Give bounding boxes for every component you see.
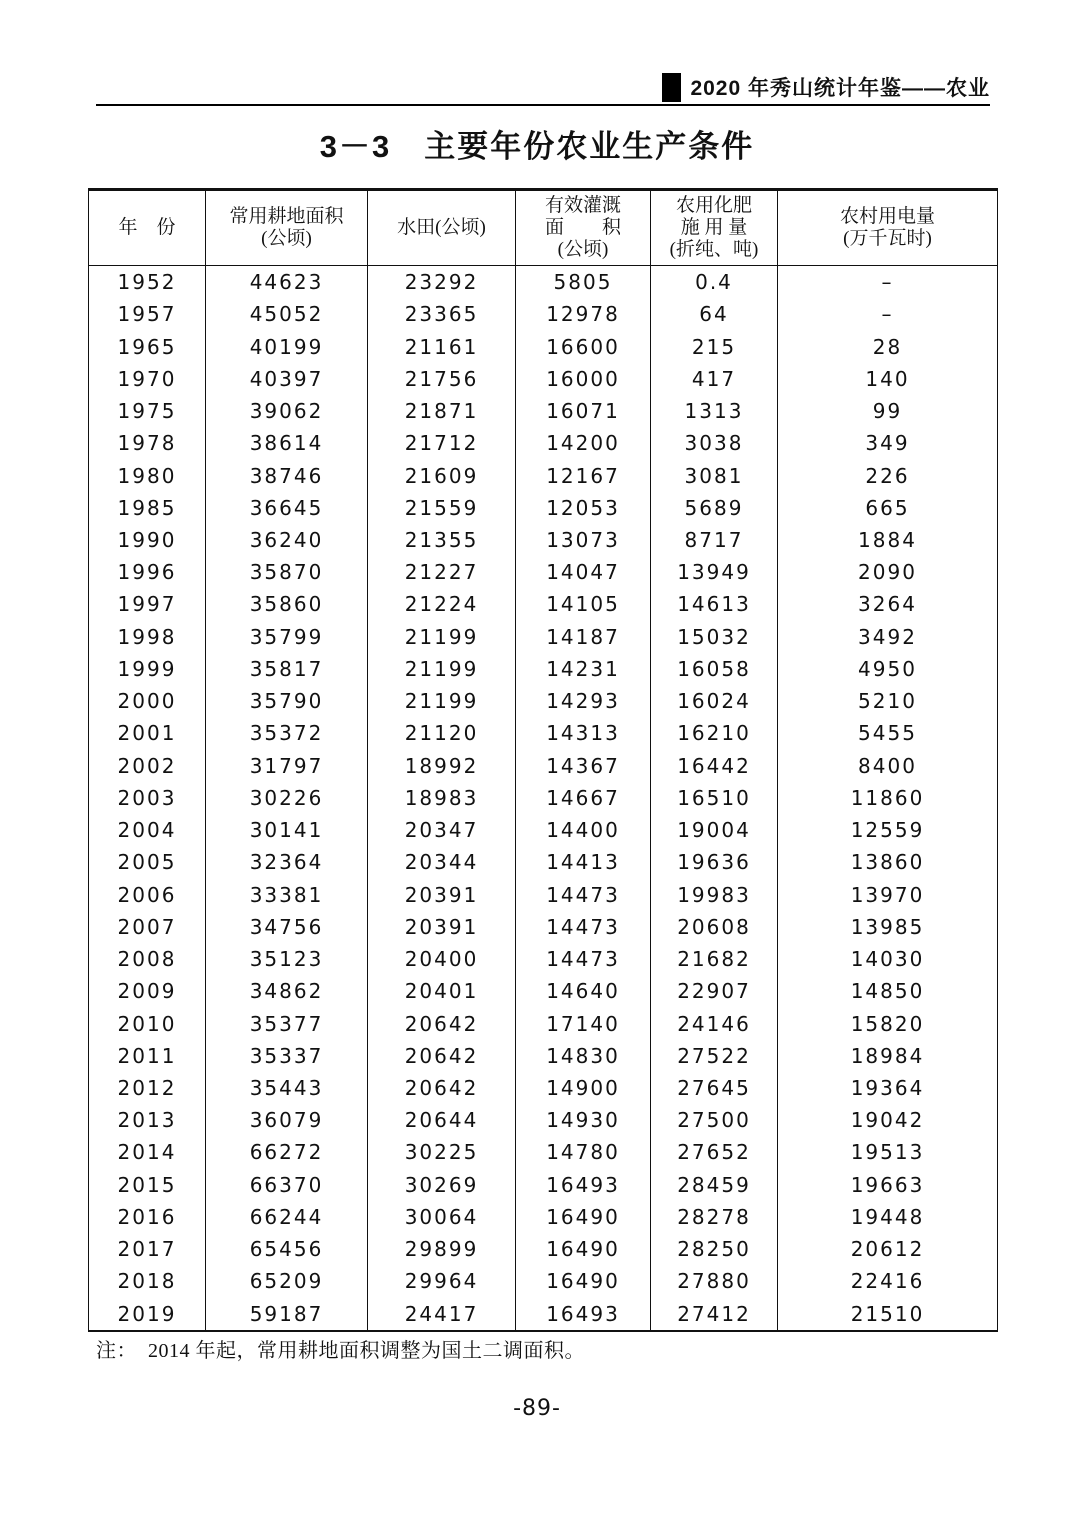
table-cell: – bbox=[778, 298, 998, 330]
table-cell: 21227 bbox=[368, 556, 516, 588]
table-cell: 29899 bbox=[368, 1233, 516, 1265]
table-cell: 2090 bbox=[778, 556, 998, 588]
table-cell: 21756 bbox=[368, 363, 516, 395]
table-row bbox=[89, 1072, 998, 1104]
table-cell: 16490 bbox=[516, 1233, 651, 1265]
table-row bbox=[89, 653, 998, 685]
table-row bbox=[89, 1136, 998, 1168]
table-note: 注： 2014 年起，常用耕地面积调整为国土二调面积。 bbox=[96, 1340, 585, 1362]
table-cell: 12559 bbox=[778, 814, 998, 846]
table-cell: 32364 bbox=[206, 846, 368, 878]
table-cell: 18984 bbox=[778, 1040, 998, 1072]
table-cell: 30226 bbox=[206, 782, 368, 814]
table-cell: 12053 bbox=[516, 492, 651, 524]
table-cell: 16210 bbox=[651, 717, 778, 749]
table-cell: 14047 bbox=[516, 556, 651, 588]
table-cell: 27652 bbox=[651, 1136, 778, 1168]
table-cell: 1997 bbox=[89, 588, 206, 620]
table-cell: 22907 bbox=[651, 975, 778, 1007]
table-row bbox=[89, 750, 998, 782]
table-cell: 5689 bbox=[651, 492, 778, 524]
table-cell: 27880 bbox=[651, 1265, 778, 1297]
table-cell: 13985 bbox=[778, 911, 998, 943]
column-header: 年 份 bbox=[89, 190, 206, 266]
column-header: 有效灌溉 面 积 (公顷) bbox=[516, 190, 651, 266]
table-cell: 14473 bbox=[516, 878, 651, 910]
table-cell: 21161 bbox=[368, 330, 516, 362]
table-cell: 12978 bbox=[516, 298, 651, 330]
table-cell: 2019 bbox=[89, 1298, 206, 1331]
table-row bbox=[89, 878, 998, 910]
table-cell: 21682 bbox=[651, 943, 778, 975]
table-cell: 20642 bbox=[368, 1007, 516, 1039]
table-cell: 1996 bbox=[89, 556, 206, 588]
table-cell: 2008 bbox=[89, 943, 206, 975]
table-row bbox=[89, 782, 998, 814]
table-cell: 21120 bbox=[368, 717, 516, 749]
table-cell: 14850 bbox=[778, 975, 998, 1007]
table-cell: 19636 bbox=[651, 846, 778, 878]
table-cell: 14293 bbox=[516, 685, 651, 717]
table-cell: 3081 bbox=[651, 459, 778, 491]
table-cell: 2011 bbox=[89, 1040, 206, 1072]
table-row bbox=[89, 814, 998, 846]
table-row bbox=[89, 266, 998, 299]
table-cell: 36079 bbox=[206, 1104, 368, 1136]
table-cell: 20644 bbox=[368, 1104, 516, 1136]
table-cell: 14780 bbox=[516, 1136, 651, 1168]
table-cell: 14473 bbox=[516, 911, 651, 943]
table-cell: 15820 bbox=[778, 1007, 998, 1039]
table-cell: 14200 bbox=[516, 427, 651, 459]
table-cell: 0.4 bbox=[651, 266, 778, 299]
table-cell: 23365 bbox=[368, 298, 516, 330]
table-cell: 20391 bbox=[368, 911, 516, 943]
table-cell: 17140 bbox=[516, 1007, 651, 1039]
table-cell: 15032 bbox=[651, 621, 778, 653]
table-cell: 5805 bbox=[516, 266, 651, 299]
table-cell: 65209 bbox=[206, 1265, 368, 1297]
table-row bbox=[89, 1007, 998, 1039]
table-row bbox=[89, 975, 998, 1007]
table-cell: 27645 bbox=[651, 1072, 778, 1104]
table-cell: 1999 bbox=[89, 653, 206, 685]
table-cell: 19364 bbox=[778, 1072, 998, 1104]
table-cell: 2009 bbox=[89, 975, 206, 1007]
table-cell: 64 bbox=[651, 298, 778, 330]
table-cell: 20612 bbox=[778, 1233, 998, 1265]
table-cell: 14231 bbox=[516, 653, 651, 685]
table-cell: 34862 bbox=[206, 975, 368, 1007]
table-cell: 1970 bbox=[89, 363, 206, 395]
table-cell: 35860 bbox=[206, 588, 368, 620]
table-cell: 14900 bbox=[516, 1072, 651, 1104]
table-cell: 349 bbox=[778, 427, 998, 459]
table-row bbox=[89, 943, 998, 975]
table-cell: 20347 bbox=[368, 814, 516, 846]
table-cell: 38746 bbox=[206, 459, 368, 491]
table-cell: 35799 bbox=[206, 621, 368, 653]
table-cell: 28278 bbox=[651, 1201, 778, 1233]
table-cell: 1957 bbox=[89, 298, 206, 330]
table-cell: 21712 bbox=[368, 427, 516, 459]
table-cell: 14640 bbox=[516, 975, 651, 1007]
table-cell: 2017 bbox=[89, 1233, 206, 1265]
table-cell: 21559 bbox=[368, 492, 516, 524]
table-row bbox=[89, 330, 998, 362]
table-cell: 35443 bbox=[206, 1072, 368, 1104]
table-cell: 21510 bbox=[778, 1298, 998, 1331]
table-cell: 1998 bbox=[89, 621, 206, 653]
table-cell: 13949 bbox=[651, 556, 778, 588]
column-header: 水田(公顷) bbox=[368, 190, 516, 266]
table-cell: 24146 bbox=[651, 1007, 778, 1039]
table-cell: 35123 bbox=[206, 943, 368, 975]
table-row bbox=[89, 492, 998, 524]
column-header: 常用耕地面积 (公顷) bbox=[206, 190, 368, 266]
table-cell: 2013 bbox=[89, 1104, 206, 1136]
table-cell: 14313 bbox=[516, 717, 651, 749]
table-cell: 2010 bbox=[89, 1007, 206, 1039]
table-cell: 14030 bbox=[778, 943, 998, 975]
table-cell: 20344 bbox=[368, 846, 516, 878]
table-cell: 27522 bbox=[651, 1040, 778, 1072]
table-cell: 36240 bbox=[206, 524, 368, 556]
table-cell: 14473 bbox=[516, 943, 651, 975]
table-cell: 12167 bbox=[516, 459, 651, 491]
table-cell: 21224 bbox=[368, 588, 516, 620]
table-cell: 140 bbox=[778, 363, 998, 395]
table-cell: 19983 bbox=[651, 878, 778, 910]
table-cell: 2002 bbox=[89, 750, 206, 782]
table-cell: 8400 bbox=[778, 750, 998, 782]
page-number: -89- bbox=[513, 1396, 561, 1421]
table-cell: 16058 bbox=[651, 653, 778, 685]
table-row bbox=[89, 1104, 998, 1136]
table-cell: 1980 bbox=[89, 459, 206, 491]
page-header-text: 2020 年秀山统计年鉴——农业 bbox=[690, 77, 990, 100]
table-cell: 40199 bbox=[206, 330, 368, 362]
table-cell: 226 bbox=[778, 459, 998, 491]
table-cell: 20400 bbox=[368, 943, 516, 975]
column-header: 农村用电量 (万千瓦时) bbox=[778, 190, 998, 266]
table-cell: 13970 bbox=[778, 878, 998, 910]
table-body bbox=[89, 266, 998, 1331]
table-row bbox=[89, 459, 998, 491]
table-row bbox=[89, 685, 998, 717]
table-cell: 23292 bbox=[368, 266, 516, 299]
table-cell: 19663 bbox=[778, 1169, 998, 1201]
table-cell: 11860 bbox=[778, 782, 998, 814]
table-cell: 35870 bbox=[206, 556, 368, 588]
table-cell: 21199 bbox=[368, 621, 516, 653]
table-cell: 38614 bbox=[206, 427, 368, 459]
table-cell: 14930 bbox=[516, 1104, 651, 1136]
table-cell: 30141 bbox=[206, 814, 368, 846]
table-row bbox=[89, 1040, 998, 1072]
table-cell: 20391 bbox=[368, 878, 516, 910]
table-cell: 20642 bbox=[368, 1040, 516, 1072]
table-cell: 28250 bbox=[651, 1233, 778, 1265]
black-block-icon bbox=[662, 73, 681, 102]
table-cell: 30269 bbox=[368, 1169, 516, 1201]
table-cell: 2005 bbox=[89, 846, 206, 878]
table-cell: 417 bbox=[651, 363, 778, 395]
table-cell: 66272 bbox=[206, 1136, 368, 1168]
page-title: 3－3 主要年份农业生产条件 bbox=[319, 129, 755, 164]
table-cell: 40397 bbox=[206, 363, 368, 395]
table-cell: 18992 bbox=[368, 750, 516, 782]
table-cell: 20401 bbox=[368, 975, 516, 1007]
table-cell: 19004 bbox=[651, 814, 778, 846]
table-header-row bbox=[89, 190, 998, 266]
table-cell: 39062 bbox=[206, 395, 368, 427]
table-cell: 21355 bbox=[368, 524, 516, 556]
table-cell: 16442 bbox=[651, 750, 778, 782]
table-cell: 14613 bbox=[651, 588, 778, 620]
table-cell: 34756 bbox=[206, 911, 368, 943]
table-cell: 35337 bbox=[206, 1040, 368, 1072]
table-cell: 45052 bbox=[206, 298, 368, 330]
table-cell: 21871 bbox=[368, 395, 516, 427]
table-cell: 16510 bbox=[651, 782, 778, 814]
table-cell: 31797 bbox=[206, 750, 368, 782]
table-cell: 16600 bbox=[516, 330, 651, 362]
table-cell: 2018 bbox=[89, 1265, 206, 1297]
table-cell: 1990 bbox=[89, 524, 206, 556]
table-cell: 22416 bbox=[778, 1265, 998, 1297]
table-cell: 2015 bbox=[89, 1169, 206, 1201]
table-row bbox=[89, 395, 998, 427]
table-cell: 33381 bbox=[206, 878, 368, 910]
table-row bbox=[89, 524, 998, 556]
table-row bbox=[89, 846, 998, 878]
table-cell: 2007 bbox=[89, 911, 206, 943]
table-cell: 13073 bbox=[516, 524, 651, 556]
table-cell: 16000 bbox=[516, 363, 651, 395]
table-cell: 20608 bbox=[651, 911, 778, 943]
table-cell: 1975 bbox=[89, 395, 206, 427]
table-cell: 8717 bbox=[651, 524, 778, 556]
table-cell: 2012 bbox=[89, 1072, 206, 1104]
table-cell: 18983 bbox=[368, 782, 516, 814]
table-row bbox=[89, 556, 998, 588]
table-row bbox=[89, 1298, 998, 1331]
statistics-table bbox=[88, 188, 998, 1332]
table-cell: 1884 bbox=[778, 524, 998, 556]
table-cell: 16071 bbox=[516, 395, 651, 427]
table-cell: 2014 bbox=[89, 1136, 206, 1168]
table-cell: 21199 bbox=[368, 685, 516, 717]
table-cell: 16493 bbox=[516, 1298, 651, 1331]
table-cell: 665 bbox=[778, 492, 998, 524]
table-cell: 19448 bbox=[778, 1201, 998, 1233]
table-cell: 1952 bbox=[89, 266, 206, 299]
table-row bbox=[89, 588, 998, 620]
table-row bbox=[89, 717, 998, 749]
table-cell: 16490 bbox=[516, 1201, 651, 1233]
table-cell: 36645 bbox=[206, 492, 368, 524]
table-cell: 14830 bbox=[516, 1040, 651, 1072]
table-cell: 35377 bbox=[206, 1007, 368, 1039]
table-cell: 14367 bbox=[516, 750, 651, 782]
table-cell: 14667 bbox=[516, 782, 651, 814]
table-cell: 30225 bbox=[368, 1136, 516, 1168]
table-cell: 3264 bbox=[778, 588, 998, 620]
table-cell: 27412 bbox=[651, 1298, 778, 1331]
table-cell: 20642 bbox=[368, 1072, 516, 1104]
table-cell: 16493 bbox=[516, 1169, 651, 1201]
table-row bbox=[89, 621, 998, 653]
table-cell: 2000 bbox=[89, 685, 206, 717]
table-cell: 14400 bbox=[516, 814, 651, 846]
table-cell: 59187 bbox=[206, 1298, 368, 1331]
table-cell: 19042 bbox=[778, 1104, 998, 1136]
table-cell: 35817 bbox=[206, 653, 368, 685]
table-cell: 4950 bbox=[778, 653, 998, 685]
table-cell: 16024 bbox=[651, 685, 778, 717]
table-cell: 65456 bbox=[206, 1233, 368, 1265]
table-cell: 16490 bbox=[516, 1265, 651, 1297]
table-cell: 1965 bbox=[89, 330, 206, 362]
table-row bbox=[89, 1169, 998, 1201]
table-cell: 99 bbox=[778, 395, 998, 427]
table-cell: 35790 bbox=[206, 685, 368, 717]
column-header: 农用化肥 施 用 量 (折纯、吨) bbox=[651, 190, 778, 266]
table-cell: 27500 bbox=[651, 1104, 778, 1136]
table-cell: 14187 bbox=[516, 621, 651, 653]
table-cell: 35372 bbox=[206, 717, 368, 749]
table-cell: 19513 bbox=[778, 1136, 998, 1168]
table-cell: 5210 bbox=[778, 685, 998, 717]
table-cell: 1978 bbox=[89, 427, 206, 459]
table-cell: 24417 bbox=[368, 1298, 516, 1331]
table-cell: 21199 bbox=[368, 653, 516, 685]
table-cell: 3038 bbox=[651, 427, 778, 459]
table-cell: 5455 bbox=[778, 717, 998, 749]
table-cell: 66370 bbox=[206, 1169, 368, 1201]
table-row bbox=[89, 298, 998, 330]
table-cell: 14413 bbox=[516, 846, 651, 878]
table-cell: 3492 bbox=[778, 621, 998, 653]
page-header bbox=[96, 72, 990, 102]
table-row bbox=[89, 1265, 998, 1297]
table-cell: 2001 bbox=[89, 717, 206, 749]
table-cell: 1313 bbox=[651, 395, 778, 427]
table-row bbox=[89, 911, 998, 943]
table-cell: 13860 bbox=[778, 846, 998, 878]
table-cell: 28 bbox=[778, 330, 998, 362]
table-cell: 30064 bbox=[368, 1201, 516, 1233]
table-cell: 2004 bbox=[89, 814, 206, 846]
table-cell: 66244 bbox=[206, 1201, 368, 1233]
table-cell: 14105 bbox=[516, 588, 651, 620]
table-cell: 21609 bbox=[368, 459, 516, 491]
table-cell: 1985 bbox=[89, 492, 206, 524]
table-row bbox=[89, 1233, 998, 1265]
table-cell: 44623 bbox=[206, 266, 368, 299]
table-cell: – bbox=[778, 266, 998, 299]
table-cell: 2003 bbox=[89, 782, 206, 814]
table-cell: 2016 bbox=[89, 1201, 206, 1233]
table-cell: 215 bbox=[651, 330, 778, 362]
table-cell: 2006 bbox=[89, 878, 206, 910]
table-row bbox=[89, 363, 998, 395]
header-rule bbox=[96, 104, 990, 106]
table-cell: 28459 bbox=[651, 1169, 778, 1201]
table-row bbox=[89, 1201, 998, 1233]
table-row bbox=[89, 427, 998, 459]
table-cell: 29964 bbox=[368, 1265, 516, 1297]
